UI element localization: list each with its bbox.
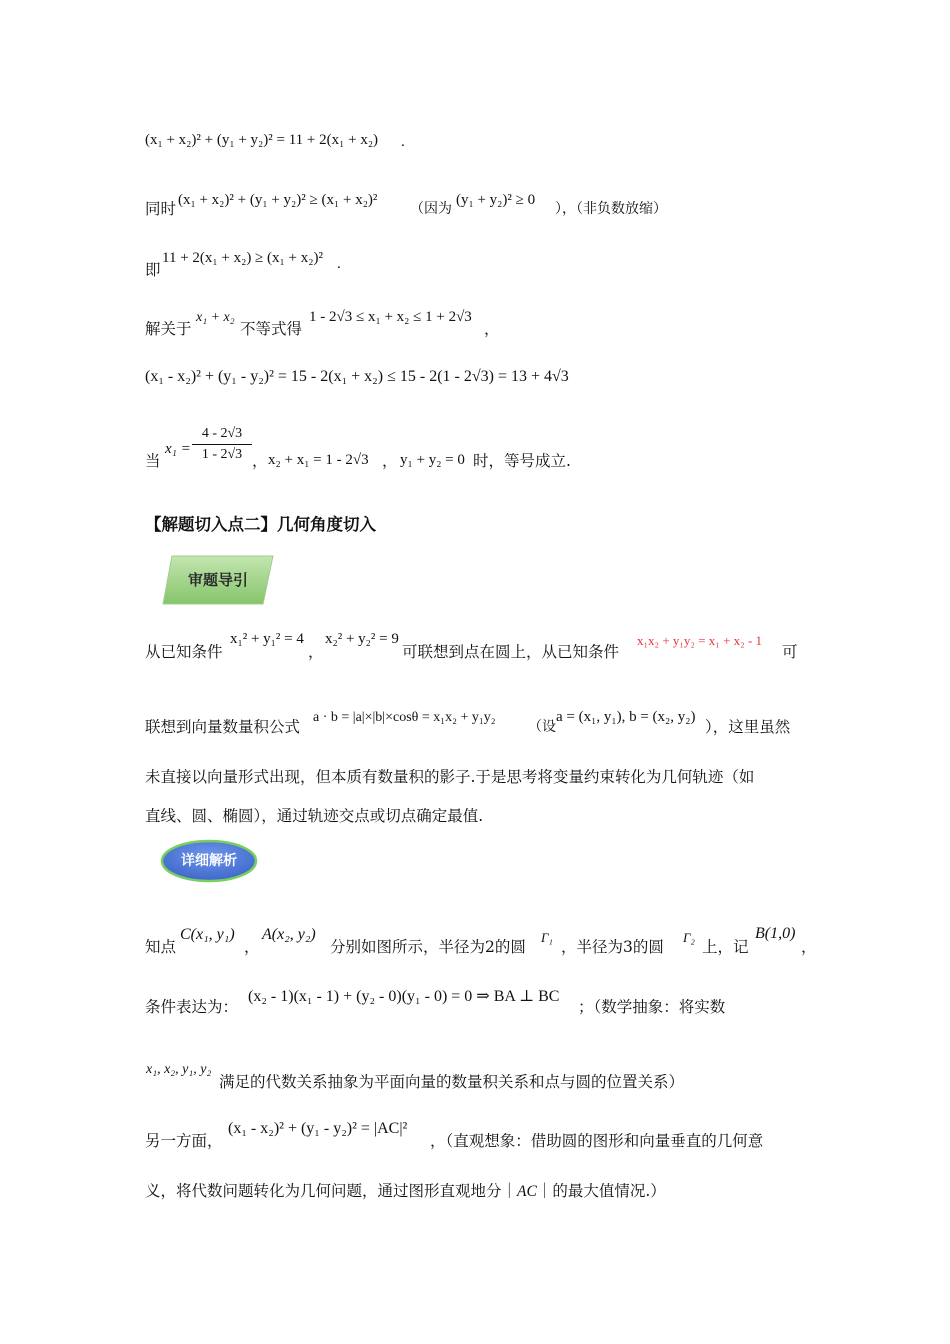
text-shuxue-chouxiang: ；（数学抽象：将实数 bbox=[578, 998, 726, 1016]
text-shang-ji: 上，记 bbox=[702, 938, 749, 956]
formula-var: x₁ + x₂ bbox=[196, 310, 235, 325]
formula-x2-x1: x₂ + x₁ = 1 - 2√3 bbox=[268, 452, 369, 468]
badge-shenti-label: 审题导引 bbox=[187, 571, 248, 589]
note-close: ），（非负数放缩） bbox=[555, 201, 667, 217]
formula-x1-lhs: x₁ = bbox=[165, 441, 191, 457]
formula-constraint: x₁x₂ + y₁y₂ = x₁ + x₂ - 1 bbox=[637, 633, 763, 648]
period: . bbox=[401, 134, 405, 150]
text-jieguanyu: 解关于 bbox=[145, 320, 192, 338]
symbol-ac: AC bbox=[517, 1183, 537, 1200]
paragraph-text: 义，将代数问题转化为几何问题，通过图形直观地分｜ bbox=[145, 1182, 518, 1200]
fraction bbox=[192, 426, 252, 463]
section-heading: 【解题切入点二】几何角度切入 bbox=[145, 515, 376, 534]
text-she-open: （设 bbox=[528, 719, 556, 735]
note-open: （因为 bbox=[410, 201, 452, 217]
text-zhiguan: ，（直观想象：借助圆的图形和向量垂直的几何意 bbox=[430, 1132, 764, 1150]
text-ke: 可 bbox=[782, 643, 798, 661]
symbol-gamma2: Γ₂ bbox=[683, 930, 695, 945]
formula-inequality: (x₁ + x₂)² + (y₁ + y₂)² ≥ (x₁ + x₂)² bbox=[178, 192, 378, 208]
formula-sum-squares: (x₁ + x₂)² + (y₁ + y₂)² = 11 + 2(x₁ + x₂) bbox=[145, 132, 379, 148]
badge-xiangxi-label: 详细解析 bbox=[181, 853, 237, 869]
comma: ， bbox=[252, 452, 268, 470]
paragraph-last bbox=[145, 1184, 666, 1200]
paragraph-text: 直线、圆、椭圆），通过轨迹交点或切点确定最值. bbox=[145, 807, 484, 825]
text-dengcheng: 时，等号成立. bbox=[473, 452, 571, 470]
text-kelianxiang: 可联想到点在圆上，从已知条件 bbox=[402, 643, 620, 661]
formula-y-sum: y₁ + y₂ = 0 bbox=[400, 452, 465, 468]
fraction-bar bbox=[192, 444, 252, 445]
badge-shenti-daoyin bbox=[162, 555, 274, 605]
paragraph-text: 满足的代数关系抽象为平面向量的数量积关系和点与圆的位置关系） bbox=[219, 1073, 685, 1091]
text-congyizhi: 从已知条件 bbox=[145, 643, 223, 661]
formula-point-c: C(x₁, y₁) bbox=[180, 926, 235, 943]
fraction-denominator: 1 - 2√3 bbox=[201, 447, 243, 462]
text-dang: 当 bbox=[145, 452, 161, 470]
text-ji: 即 bbox=[145, 261, 161, 279]
formula-perpendicular: (x₂ - 1)(x₁ - 1) + (y₂ - 0)(y₁ - 0) = 0 ⇒ BA ⊥ BC bbox=[248, 988, 560, 1005]
text-lianxiang: 联想到向量数量积公式 bbox=[145, 718, 301, 736]
formula-range: 1 - 2√3 ≤ x₁ + x₂ ≤ 1 + 2√3 bbox=[309, 309, 472, 325]
comma: ， bbox=[308, 643, 324, 661]
formula-point-b: B(1,0) bbox=[755, 925, 796, 942]
text-banjing3: ，半径为3的圆 bbox=[561, 938, 664, 956]
comma: ， bbox=[801, 938, 817, 956]
text-tiaojian: 条件表达为： bbox=[145, 998, 239, 1016]
comma: ， bbox=[382, 452, 398, 470]
formula-circle2: x₂² + y₂² = 9 bbox=[325, 631, 399, 647]
formula-ac-squared: (x₁ - x₂)² + (y₁ - y₂)² = |AC|² bbox=[228, 1120, 408, 1137]
comma: ， bbox=[244, 938, 260, 956]
text-budengshi: 不等式得 bbox=[240, 320, 303, 338]
comma: ， bbox=[484, 320, 500, 338]
formula-ji: 11 + 2(x₁ + x₂) ≥ (x₁ + x₂)² bbox=[162, 250, 323, 266]
text-zhidian: 知点 bbox=[145, 938, 177, 956]
formula-nonneg: (y₁ + y₂)² ≥ 0 bbox=[456, 192, 536, 208]
fraction-numerator: 4 - 2√3 bbox=[201, 426, 243, 441]
formula-point-a: A(x₂, y₂) bbox=[262, 926, 316, 943]
text-fenbie: 分别如图所示，半径为2的圆 bbox=[330, 938, 526, 956]
period: . bbox=[337, 256, 341, 272]
paragraph-text: ｜的最大值情况.） bbox=[536, 1182, 666, 1200]
formula-dot-product: a · b = |a|×|b|×cosθ = x₁x₂ + y₁y₂ bbox=[313, 710, 496, 725]
formula-circle1: x₁² + y₁² = 4 bbox=[230, 631, 304, 647]
formula-difference: (x₁ - x₂)² + (y₁ - y₂)² = 15 - 2(x₁ + x₂) ≤ 15 - 2(1 - 2√3) = 13 + 4√3 bbox=[145, 368, 569, 385]
formula-vectors: a = (x₁, y₁), b = (x₂, y₂) bbox=[556, 709, 696, 725]
badge-xiangxi-jiexi bbox=[160, 838, 258, 884]
paragraph-text: 未直接以向量形式出现，但本质有数量积的影子.于是思考将变量约束转化为几何轨迹（如 bbox=[145, 768, 755, 786]
text-she-close: ），这里虽然 bbox=[705, 718, 791, 736]
text-tongshi: 同时 bbox=[145, 200, 177, 218]
symbol-gamma1: Γ₁ bbox=[541, 930, 553, 945]
formula-variables: x₁, x₂, y₁, y₂ bbox=[146, 1062, 212, 1077]
text-lingyifangmian: 另一方面， bbox=[145, 1132, 223, 1150]
